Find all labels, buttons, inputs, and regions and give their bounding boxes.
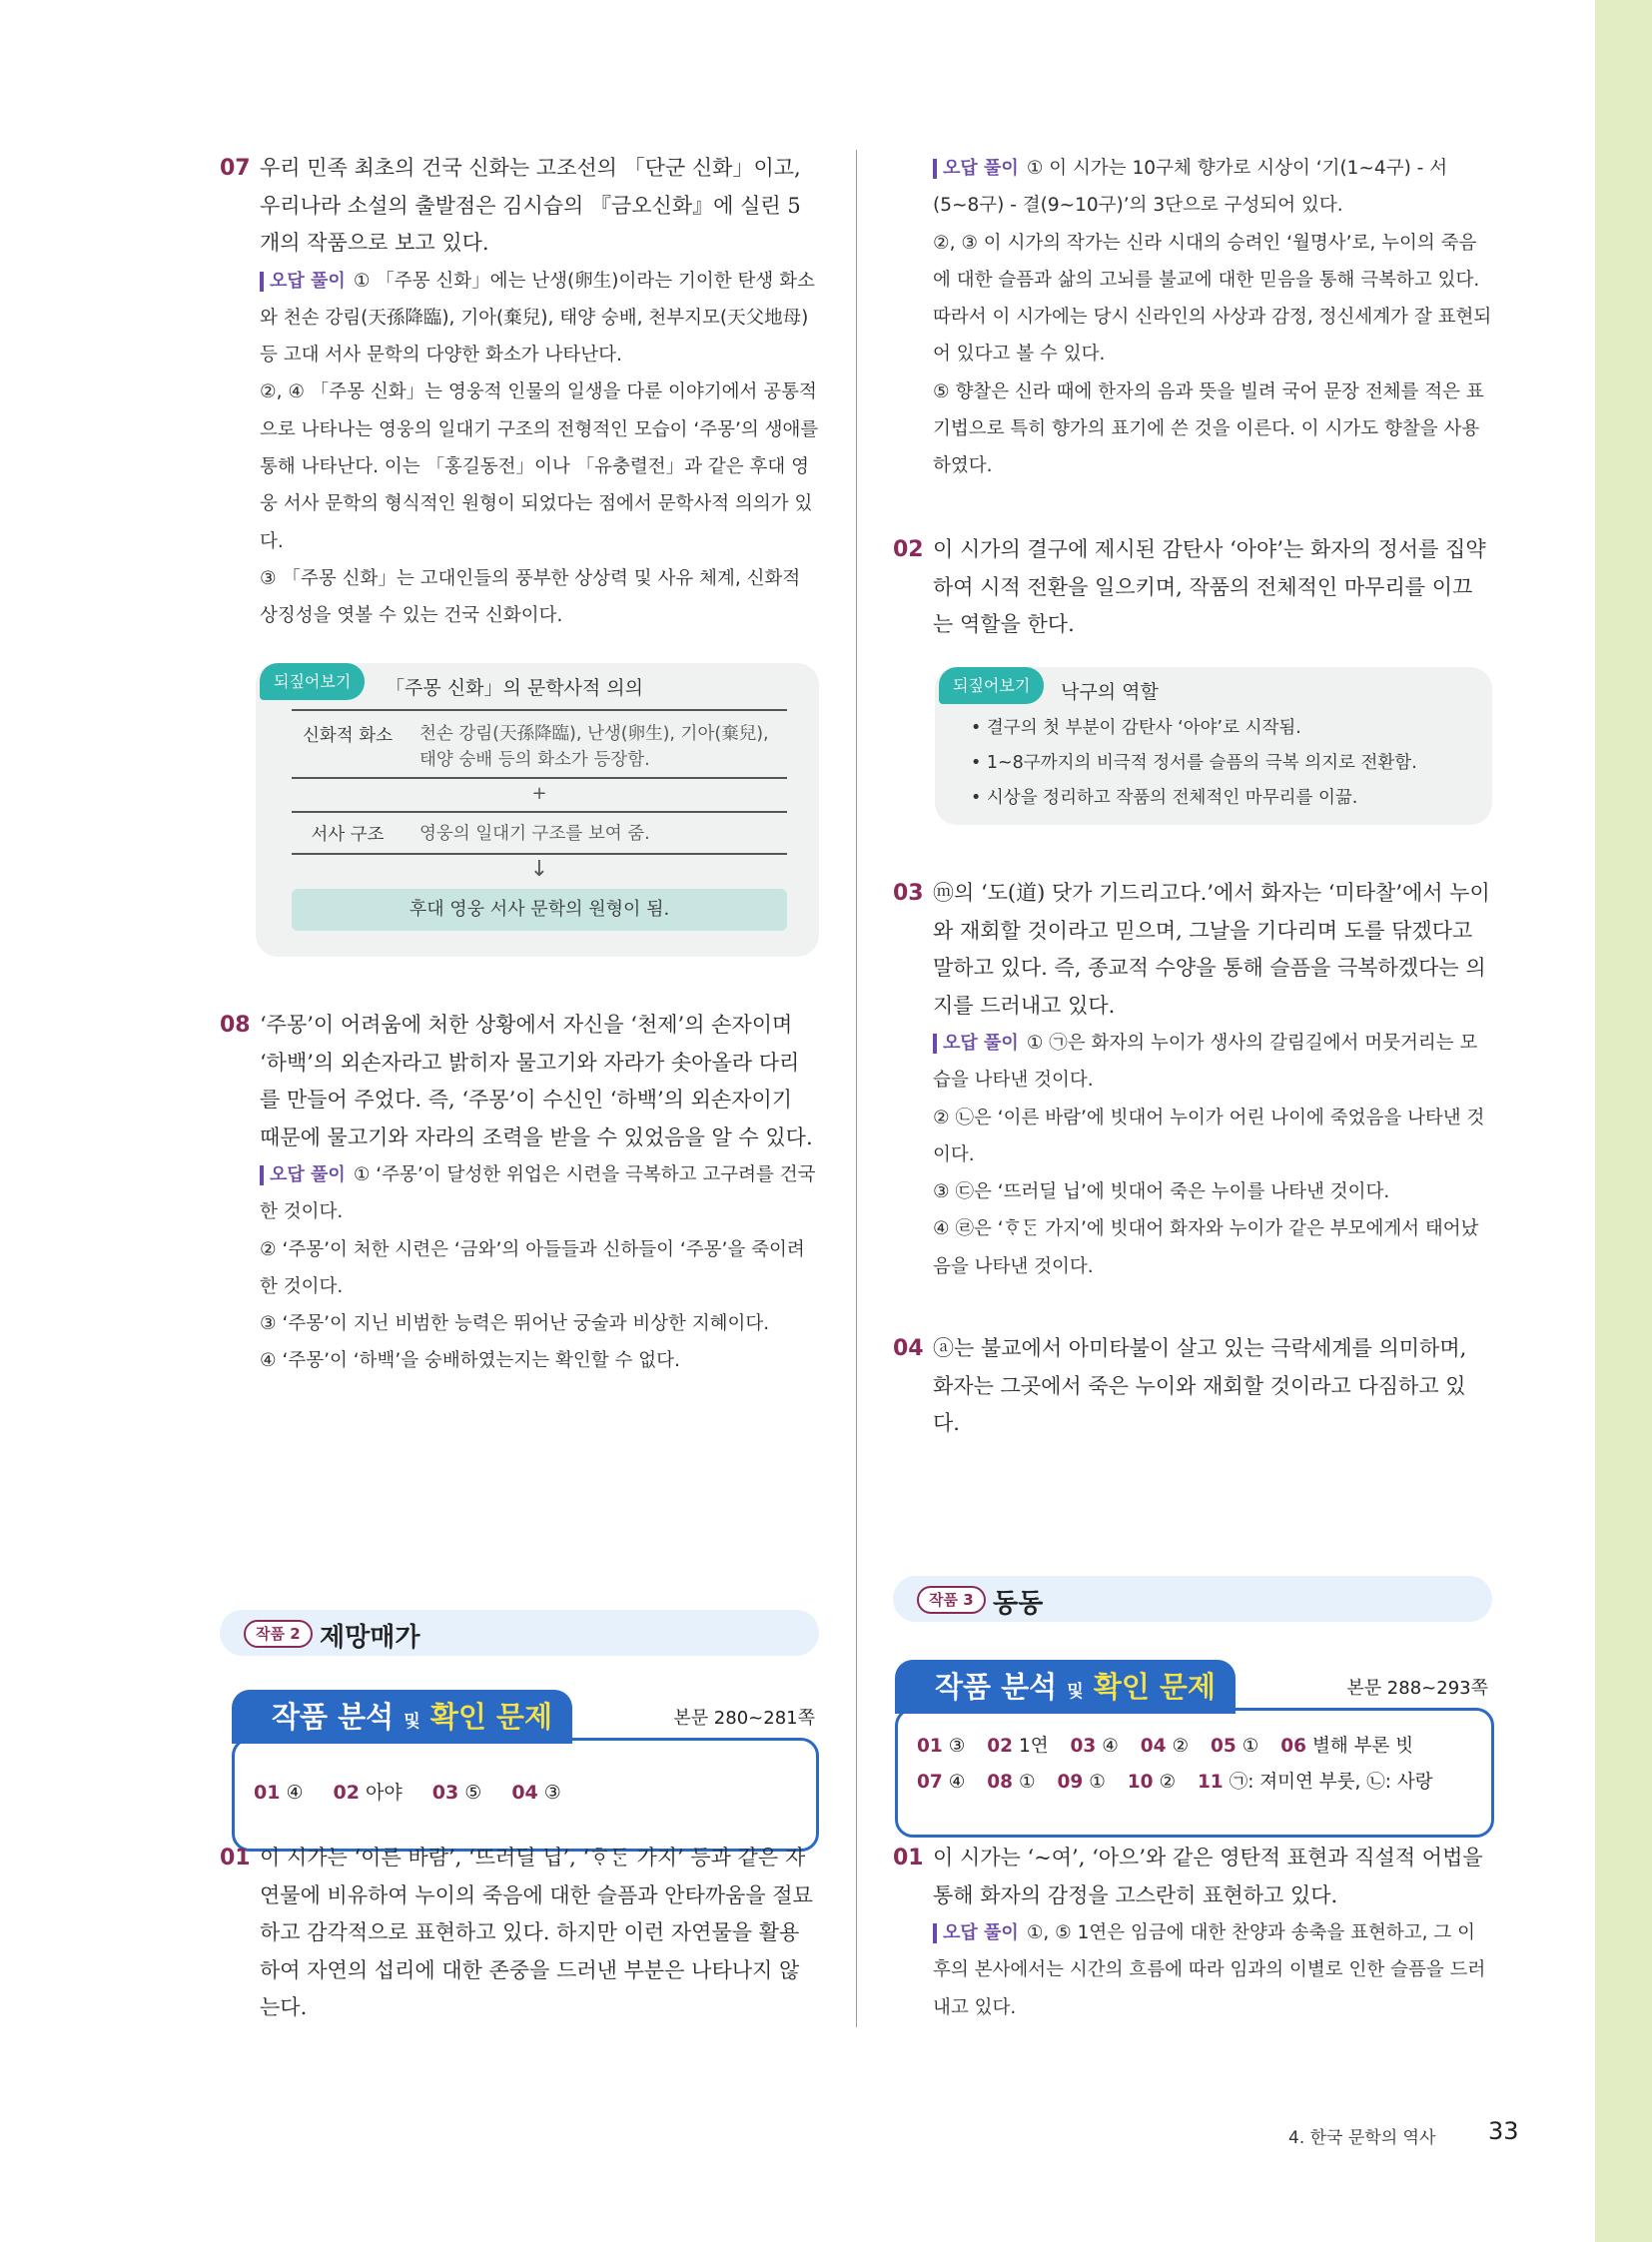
answer-card [232,1690,819,1860]
question-text: 이 시가는 ‘~여’, ‘아으’와 같은 영탄적 표현과 직설적 어법을 통해 화자의 감정을 고스란히 표현하고 있다. [933,1846,1483,1907]
plus-sign: + [531,783,547,804]
answer-item: 01 ④ [254,1782,304,1804]
review-bullets: • 결구의 첫 부분이 감탄사 ‘아야’로 시작됨. • 1~8구까지의 비극적 정서를 슬픔의 극복 의지로 전환함. • 시상을 정리하고 작품의 전체적인 마무리를 이끎. [971,718,1417,808]
answer-item: 03 ⑤ [431,1782,482,1804]
wrong-answer-explanation: 오답 풀이 ① ‘주몽’이 달성한 위업은 시련을 극복하고 고구려를 건국한 것이다. ② ‘주몽’이 처한 시련은 ‘금와’의 아들들과 신하들이 ‘주몽’을 죽이려 한 것이다. ③ ‘주몽’이 지닌 비범한 능력은 뛰어난 궁술과 비상한 지혜이다. ④ ‘주몽’이 ‘하백’을 숭배하였는지는 확인할 수 없다. [260,1164,816,1372]
review-box [935,667,1492,825]
question-07 [220,150,819,634]
table-line [292,811,787,813]
review-title: 「주몽 신화」의 문학사적 의의 [386,677,644,699]
review-badge: 되짚어보기 [260,663,365,700]
column-divider [856,150,857,2027]
section-header [220,1610,819,1656]
work-badge: 작품 3 [917,1586,986,1614]
question-number: 02 [893,537,924,562]
question-text: 이 시가는 ‘이른 바람’, ‘뜨러딜 닙’, ‘ᄒᆞᄃᆞᆫ 가지’ 등과 같은 자연물에 비유하여 누이의 죽음에 대한 슬픔과 안타까움을 절묘하고 감각적으로 표현하고 있다. 하지만 이런 자연물을 활용하여 자연의 섭리에 대한 존중을 드러낸 부분은 나타나지 않는다. [260,1846,813,2019]
question-number: 01 [220,1846,251,1870]
table-row: 신화적 화소 천손 강림(天孫降臨), 난생(卵生), 기아(棄兒), 태양 숭배 등의 화소가 등장함. [302,724,769,770]
question-number: 04 [893,1336,924,1361]
continued-explanation: 오답 풀이 ① 이 시가는 10구체 향가로 시상이 ‘기(1~4구) - 서(5~8구) - 결(9~10구)’의 3단으로 구성되어 있다. ②, ③ 이 시가의 작가는 신라 시대의 승려인 ‘월명사’로, 누이의 죽음에 대한 슬픔과 삶의 고뇌를 불교에 대한 믿음을 통해 극복하고 있다. 따라서 이 시가에는 당시 신라인의 사상과 감정, 정신세계가 잘 표현되어 있다고 볼 수 있다. ⑤ 향찰은 신라 때에 한자의 음과 뜻을 빌려 국어 문장 전체를 적은 표기법으로 특히 향가의 표기에 쓴 것을 이른다. 이 시가도 향찰을 사용하였다. [933,158,1492,477]
question-number: 07 [220,156,251,181]
question-01 [220,1840,819,2027]
table-top-line [292,709,787,711]
answer-card [895,1660,1492,1830]
wrong-answer-tag: 오답 풀이 [933,159,1019,179]
review-box [256,663,819,957]
chapter-label: 4. 한국 문학의 역사 [1288,2128,1436,2148]
question-text: ⓜ의 ‘도(道) 닷가 기드리고다.’에서 화자는 ‘미타찰’에서 누이와 재회할 것이라고 믿으며, 그날을 기다리며 도를 닦겠다고 말하고 있다. 즉, 종교적 수양을 통해 슬픔을 극복하겠다는 의지를 드러내고 있다. [933,881,1490,1018]
review-badge: 되짚어보기 [939,667,1044,704]
page-reference: 본문 280~281쪽 [673,1708,815,1729]
answer-item: 02 아야 [333,1782,403,1804]
side-margin-strip [1595,0,1652,2242]
page-number: 33 [1488,2117,1519,2145]
answer-list: 07 ④ 08 ① 09 ① 10 ② 11 ㉠: 져미연 부룻, ㉡: 사랑 [917,1772,1433,1793]
wrong-answer-explanation: 오답 풀이 ① ㉠은 화자의 누이가 생사의 갈림길에서 머뭇거리는 모습을 나타낸 것이다. ② ㉡은 ‘이른 바람’에 빗대어 누이가 어린 나이에 죽었음을 나타낸 것이다. ③ ㉢은 ‘뜨러딜 닙’에 빗대어 죽은 누이를 나타낸 것이다. ④ ㉣은 ‘ᄒᆞᄃᆞᆫ 가지’에 빗대어 화자와 누이가 같은 부모에게서 태어났음을 나타낸 것이다. [933,1033,1485,1277]
work-badge: 작품 2 [244,1620,313,1648]
question-text: ‘주몽’이 어려움에 처한 상황에서 자신을 ‘천제’의 손자이며 ‘하백’의 외손자라고 밝히자 물고기와 자라가 솟아올라 다리를 만들어 주었다. 즉, ‘주몽’이 수신인 ‘하백’의 외손자이기 때문에 물고기와 자라의 조력을 받을 수 있었음을 알 수 있다. [260,1013,813,1149]
work-title: 동동 [993,1589,1044,1619]
question-03 [893,875,1492,1285]
work-title: 제망매가 [320,1623,420,1653]
wrong-answer-explanation: 오답 풀이 ① 「주몽 신화」에는 난생(卵生)이라는 기이한 탄생 화소와 천손 강림(天孫降臨), 기아(棄兒), 태양 숭배, 천부지모(天父地母) 등 고대 서사 문학의 다양한 화소가 나타난다. ②, ④ 「주몽 신화」는 영웅적 인물의 일생을 다룬 이야기에서 공통적으로 나타나는 영웅의 일대기 구조의 전형적인 모습이 ‘주몽’의 생애를 통해 나타난다. 이는 「홍길동전」이나 「유충렬전」과 같은 후대 영웅 서사 문학의 형식적인 원형이 되었다는 점에서 문학사적 의의가 있다. ③ 「주몽 신화」는 고대인들의 풍부한 상상력 및 사유 체계, 신화적 상징성을 엿볼 수 있는 건국 신화이다. [260,270,819,627]
answer-card-title: 작품 분석 및 확인 문제 [232,1690,572,1744]
question-number: 08 [220,1013,251,1038]
answer-item: 04 ③ [511,1782,561,1804]
down-arrow-icon: ↓ [529,857,549,882]
wrong-answer-explanation: 오답 풀이 ①, ⑤ 1연은 임금에 대한 찬양과 송축을 표현하고, 그 이후의 본사에서는 시간의 흐름에 따라 임과의 이별로 인한 슬픔을 드러내고 있다. [933,1922,1486,2018]
section-header [893,1576,1492,1622]
answer-list: 01 ③ 02 1연 03 ④ 04 ② 05 ① 06 별해 부론 빗 [917,1736,1414,1757]
question-number: 01 [893,1846,924,1870]
question-01-dongdong [893,1840,1492,2026]
answer-card-title: 작품 분석 및 확인 문제 [895,1660,1236,1714]
wrong-answer-tag: 오답 풀이 [260,1165,346,1185]
wrong-answer-tag: 오답 풀이 [933,1923,1019,1943]
question-text: ⓐ는 불교에서 아미타불이 살고 있는 극락세계를 의미하며, 화자는 그곳에서 죽은 누이와 재회할 것이라고 다짐하고 있다. [933,1336,1467,1435]
review-result: 후대 영웅 서사 문학의 원형이 됨. [292,889,787,931]
question-number: 03 [893,881,924,906]
wrong-answer-tag: 오답 풀이 [260,272,346,292]
question-text: 우리 민족 최초의 건국 신화는 고조선의 「단군 신화」이고, 우리나라 소설의 출발점은 김시습의 『금오신화』에 실린 5개의 작품으로 보고 있다. [260,156,801,255]
question-08 [220,1007,819,1380]
table-row: 서사 구조 영웅의 일대기 구조를 보여 줌. [311,824,650,845]
question-02 [893,531,1492,644]
question-04 [893,1330,1492,1443]
review-title: 낙구의 역할 [1061,681,1159,703]
answer-list [254,1778,585,1805]
wrong-answer-tag: 오답 풀이 [933,1034,1019,1054]
page-reference: 본문 288~293쪽 [1346,1678,1488,1699]
question-text: 이 시가의 결구에 제시된 감탄사 ‘아야’는 화자의 정서를 집약하여 시적 전환을 일으키며, 작품의 전체적인 마무리를 이끄는 역할을 한다. [933,537,1486,636]
